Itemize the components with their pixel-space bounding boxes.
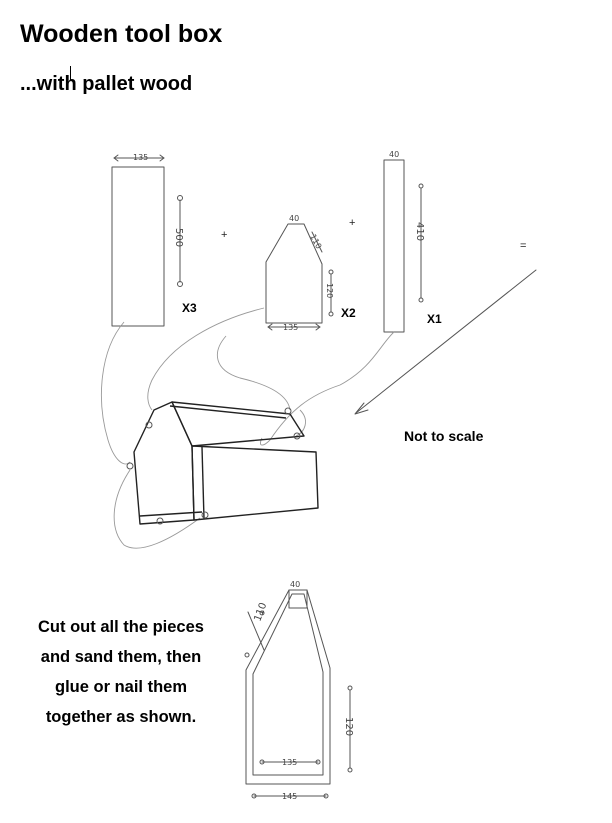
handle-quantity: X1 xyxy=(427,312,442,326)
end-panel-quantity: X2 xyxy=(341,306,356,320)
plus-sign-1: + xyxy=(221,229,228,241)
end-view-side-label: 120 xyxy=(343,717,354,737)
page-title: Wooden tool box xyxy=(20,20,223,48)
assembly-arrow xyxy=(355,270,536,414)
end-panel-slope-label: 110 xyxy=(308,232,324,251)
end-view-sketch xyxy=(245,580,354,801)
side-panel-width-label: 135 xyxy=(133,153,149,162)
assembly-instructions: Cut out all the pieces and sand them, then glue or nail them together as shown. xyxy=(38,618,204,726)
handle-length-label: 410 xyxy=(414,222,425,242)
end-view-outer-base-label: 145 xyxy=(282,792,298,801)
end-panel-side-label: 120 xyxy=(325,283,334,299)
end-panel-base-label: 135 xyxy=(283,323,299,332)
side-panel-quantity: X3 xyxy=(182,301,197,315)
handle-sketch xyxy=(384,150,425,332)
end-panel-top-label: 40 xyxy=(289,214,300,223)
scale-note: Not to scale xyxy=(404,428,484,444)
end-view-slope-label: 110 xyxy=(252,601,270,624)
side-panel-length-label: 500 xyxy=(173,228,184,248)
side-panel-sketch xyxy=(112,153,184,326)
end-panel-sketch xyxy=(266,214,334,332)
end-view-inner-base-label: 135 xyxy=(282,758,298,767)
plus-sign-2: + xyxy=(349,217,356,229)
equals-sign: = xyxy=(520,240,527,252)
page-subtitle: ...with pallet wood xyxy=(20,73,193,95)
handle-width-label: 40 xyxy=(389,150,400,159)
end-view-top-label: 40 xyxy=(290,580,301,589)
assembled-toolbox-sketch xyxy=(127,402,318,524)
